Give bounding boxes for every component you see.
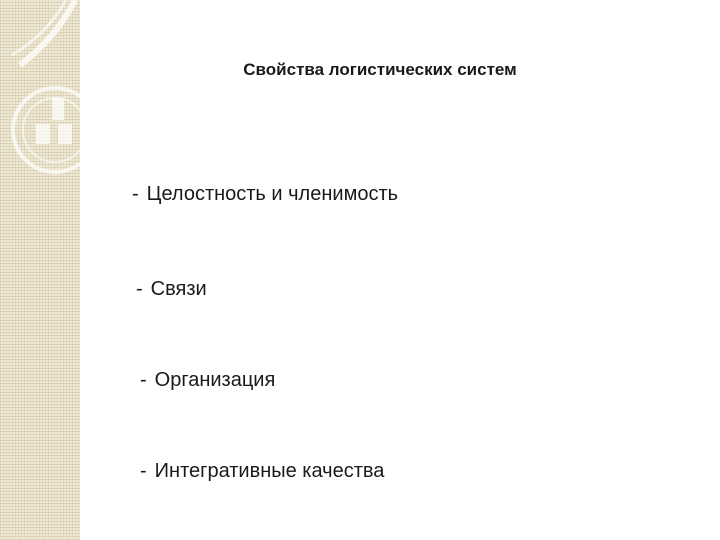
list-item (140, 369, 275, 392)
slide-title: Свойства логистических систем (243, 60, 517, 79)
list-item-text: Организация (154, 369, 276, 391)
list-item (136, 278, 207, 301)
list-item-text: Интегративные качества (154, 460, 385, 482)
list-item-marker: - (140, 369, 147, 391)
list-item-marker: - (132, 183, 139, 205)
list-item (132, 183, 398, 206)
list-item (140, 460, 384, 483)
list-item-marker: - (140, 460, 147, 482)
list-item-marker: - (136, 278, 143, 300)
decorative-emblem-icon (0, 0, 80, 540)
side-band (0, 0, 80, 540)
list-item-text: Целостность и членимость (146, 183, 399, 205)
list-item-text: Связи (150, 278, 207, 300)
